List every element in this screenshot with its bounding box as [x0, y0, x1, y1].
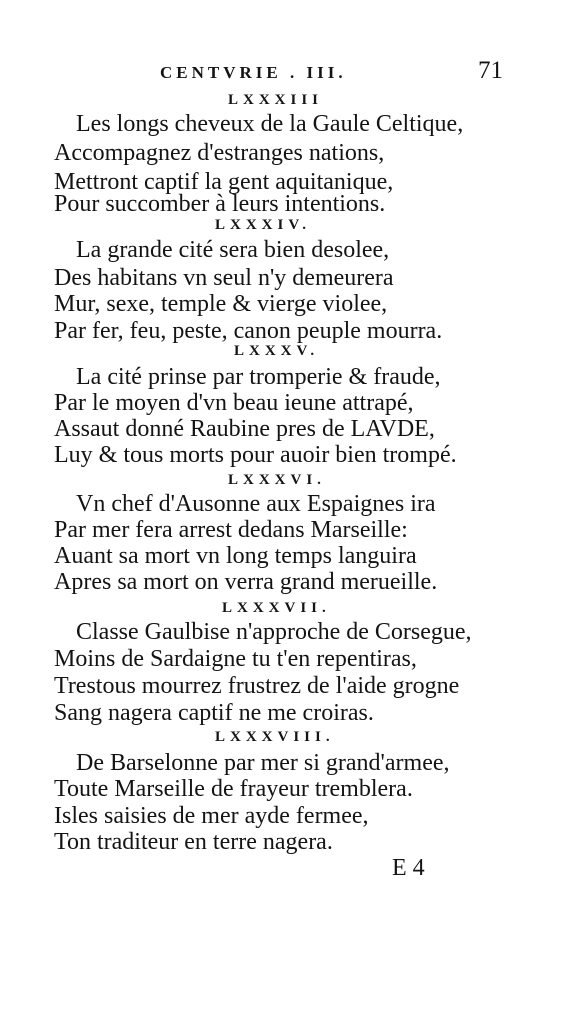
verse-line: La grande cité sera bien desolee, [76, 237, 390, 263]
verse-line: Par le moyen d'vn beau ieune attrapé, [54, 390, 414, 416]
verse-line: La cité prinse par tromperie & fraude, [76, 364, 441, 390]
verse-line: Les longs cheveux de la Gaule Celtique, [76, 111, 464, 137]
verse-line: Mur, sexe, temple & vierge violee, [54, 291, 388, 317]
verse-line: Accompagnez d'estranges nations, [54, 140, 385, 166]
verse-line: Classe Gaulbise n'approche de Corsegue, [76, 619, 472, 645]
verse-line: Auant sa mort vn long temps languira [54, 543, 417, 569]
page-number: 71 [478, 57, 503, 84]
verse-line: Assaut donné Raubine pres de LAVDE, [54, 416, 435, 442]
verse-line: Pour succomber à leurs intentions. [54, 191, 386, 217]
running-title: CENTVRIE . III. [160, 63, 347, 82]
verse-line: Isles saisies de mer ayde fermee, [54, 803, 369, 829]
verse-line: Ton traditeur en terre nagera. [54, 829, 333, 855]
verse-line: Moins de Sardaigne tu t'en repentiras, [54, 646, 417, 672]
quatrain-number: LXXXVIII. [215, 729, 335, 745]
verse-line: Par mer fera arrest dedans Marseille: [54, 517, 408, 543]
quatrain-number: LXXXIII [228, 92, 324, 108]
quatrain-number: LXXXVII. [222, 600, 331, 616]
verse-line: Luy & tous morts pour auoir bien trompé. [54, 442, 457, 468]
running-head [0, 58, 588, 88]
verse-line: De Barselonne par mer si grand'armee, [76, 750, 450, 776]
verse-line: Par fer, feu, peste, canon peuple mourra. [54, 318, 443, 344]
quatrain-number: LXXXIV. [215, 217, 311, 233]
verse-line: Des habitans vn seul n'y demeurera [54, 265, 394, 291]
signature-mark: E 4 [392, 855, 425, 881]
verse-line: Trestous mourrez frustrez de l'aide grogne [54, 673, 460, 699]
verse-line: Vn chef d'Ausonne aux Espaignes ira [76, 491, 436, 517]
quatrain-number: LXXXVI. [228, 472, 326, 488]
quatrain-number: LXXXV. [234, 343, 320, 359]
verse-line: Sang nagera captif ne me croiras. [54, 700, 374, 726]
verse-line: Toute Marseille de frayeur tremblera. [54, 776, 413, 802]
verse-line: Mettront captif la gent aquitanique, [54, 169, 394, 195]
verse-line: Apres sa mort on verra grand merueille. [54, 569, 438, 595]
